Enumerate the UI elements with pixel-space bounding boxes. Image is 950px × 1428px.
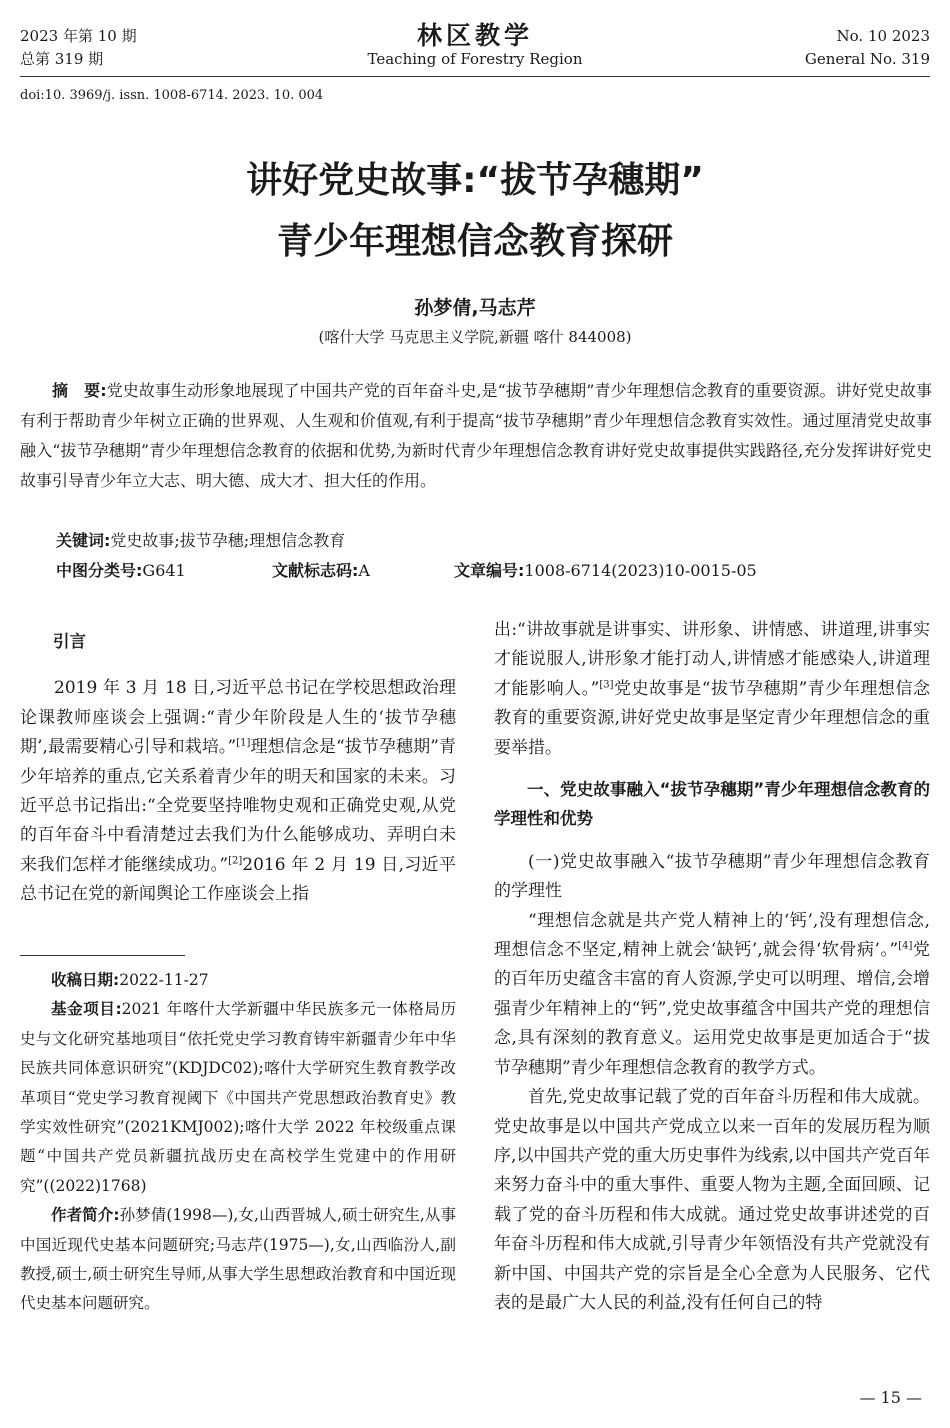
keywords bbox=[56, 526, 345, 556]
right-paragraph-0: 出:“讲故事就是讲事实、讲形象、讲情感、讲道理,讲事实才能说服人,讲形象才能打动人,讲情感才能感染人,讲道理才能影响人。”[3]党史故事是“拔节孕穗期”青少年理想信念教育的重要资源,讲好党史故事是坚定青少年理想信念的重要举措。 bbox=[494, 620, 930, 758]
doc-code bbox=[272, 556, 370, 586]
keywords-label: 关键词: bbox=[56, 531, 111, 550]
footnotes bbox=[20, 966, 456, 1319]
intro-paragraph: 2019 年 3 月 18 日,习近平总书记在学校思想政治理论课教师座谈会上强调:“青少年阶段是人生的‘拔节孕穗期’,最需要精心引导和栽培。”[1]理想信念是“拔节孕穗期”青少年培养的重点,它关系着青少年的明天和国家的未来。习近平总书记指出:“全党要坚持唯物史观和正确党史观,从党的百年奋斗中看清楚过去我们为什么能够成功、弄明白未来我们怎样才能继续成功。”[2]2016 年 2 月 19 日,习近平总书记在党的新闻舆论工作座谈会上指 bbox=[20, 678, 456, 905]
page-number: — 15 — bbox=[859, 1388, 922, 1407]
journal-title-en: Teaching of Forestry Region bbox=[367, 50, 583, 68]
ref-3: [3] bbox=[599, 679, 614, 691]
header-general-number: General No. 319 bbox=[804, 50, 930, 68]
abstract bbox=[20, 376, 932, 496]
footnote-rule bbox=[20, 955, 185, 956]
article-title-line1: 讲好党史故事:“拔节孕穗期” bbox=[246, 160, 704, 201]
doc-label: 文献标志码: bbox=[272, 561, 359, 580]
right-column bbox=[494, 616, 930, 1318]
fund-info: 基金项目:2021 年喀什大学新疆中华民族多元一体格局历史与文化研究基地项目“依托党史学习教育铸牢新疆青少年中华民族共同体意识研究”(KDJDC02);喀什大学研究生教育教学改革项目“党史学习教育视阈下《中国共产党思想政治教育史》教学实效性研究”(2021KMJ002);喀什大学 2022 年校级重点课题“中国共产党员新疆抗战历史在高校学生党建中的作用研究”((2022)1768) bbox=[20, 1000, 456, 1195]
intro-heading: 引言 bbox=[53, 632, 86, 651]
left-column bbox=[20, 627, 456, 910]
clc-label: 中图分类号: bbox=[56, 561, 143, 580]
author-bio: 作者简介:孙梦倩(1998—),女,山西晋城人,硕士研究生,从事中国近现代史基本问题研究;马志芹(1975—),女,山西临汾人,副教授,硕士,硕士研究生导师,从事大学生思想政治教育和中国近现代史基本问题研究。 bbox=[20, 1206, 457, 1313]
header-number-year: No. 10 2023 bbox=[836, 27, 930, 45]
doc-value: A bbox=[358, 561, 370, 580]
right-paragraph-1: “理想信念就是共产党人精神上的‘钙’,没有理想信念,理想信念不坚定,精神上就会‘缺钙’,就会得‘软骨病’。”[4]党的百年历史蕴含丰富的育人资源,学史可以明理、增信,会增强青少年精神上的“钙”,党史故事蕴含中国共产党的理想信念,具有深刻的教育意义。运用党史故事是更加适合于“拔节孕穗期”青少年理想信念教育的教学方式。 bbox=[494, 910, 931, 1078]
art-label: 文章编号: bbox=[454, 561, 525, 580]
clc-value: G641 bbox=[142, 561, 186, 580]
ref-4: [4] bbox=[898, 940, 913, 952]
ref-1: [1] bbox=[236, 737, 251, 749]
article-number bbox=[454, 556, 757, 586]
received-date: 收稿日期:2022-11-27 bbox=[51, 971, 209, 989]
header-total-issue: 总第 319 期 bbox=[20, 50, 104, 68]
section-heading-1: 一、党史故事融入“拔节孕穗期”青少年理想信念教育的学理性和优势 bbox=[494, 780, 930, 829]
affiliation: (喀什大学 马克思主义学院,新疆 喀什 844008) bbox=[318, 328, 632, 346]
authors: 孙梦倩,马志芹 bbox=[414, 297, 536, 319]
journal-title-cn: 林区教学 bbox=[416, 21, 533, 50]
keywords-text: 党史故事;拔节孕穗;理想信念教育 bbox=[110, 531, 346, 550]
doi: doi:10. 3969/j. issn. 1008-6714. 2023. 10. 004 bbox=[20, 88, 324, 103]
header-issue: 2023 年第 10 期 bbox=[20, 27, 137, 45]
subsection-heading-1: (一)党史故事融入“拔节孕穗期”青少年理想信念教育的学理性 bbox=[494, 851, 930, 902]
art-value: 1008-6714(2023)10-0015-05 bbox=[524, 561, 757, 580]
abstract-text: 党史故事生动形象地展现了中国共产党的百年奋斗史,是“拔节孕穗期”青少年理想信念教育的重要资源。讲好党史故事有利于帮助青少年树立正确的世界观、人生观和价值观,有利于提高“拔节孕穗期”青少年理想信念教育实效性。通过厘清党史故事融入“拔节孕穗期”青少年理想信念教育的依据和优势,为新时代青少年理想信念教育讲好党史故事提供实践路径,充分发挥讲好党史故事引导青少年立大志、明大德、成大才、担大任的作用。 bbox=[20, 381, 932, 490]
abstract-label: 摘 要: bbox=[52, 381, 107, 400]
right-paragraph-2: 首先,党史故事记载了党的百年奋斗历程和伟大成就。党史故事是以中国共产党成立以来一百年的发展历程为顺序,以中国共产党的重大历史事件为线索,以中国共产党百年来努力奋斗中的重大事件、重要人物为主题,全面回顾、记载了党的奋斗历程和伟大成就。通过党史故事讲述党的百年奋斗历程和伟大成就,引导青少年领悟没有共产党就没有新中国、中国共产党的宗旨是全心全意为人民服务、它代表的是最广大人民的利益,没有任何自己的特 bbox=[494, 1087, 930, 1313]
article-title-line2: 青少年理想信念教育探研 bbox=[276, 221, 673, 262]
header-rule bbox=[20, 76, 930, 77]
ref-2: [2] bbox=[228, 855, 243, 867]
clc-number bbox=[56, 556, 186, 586]
